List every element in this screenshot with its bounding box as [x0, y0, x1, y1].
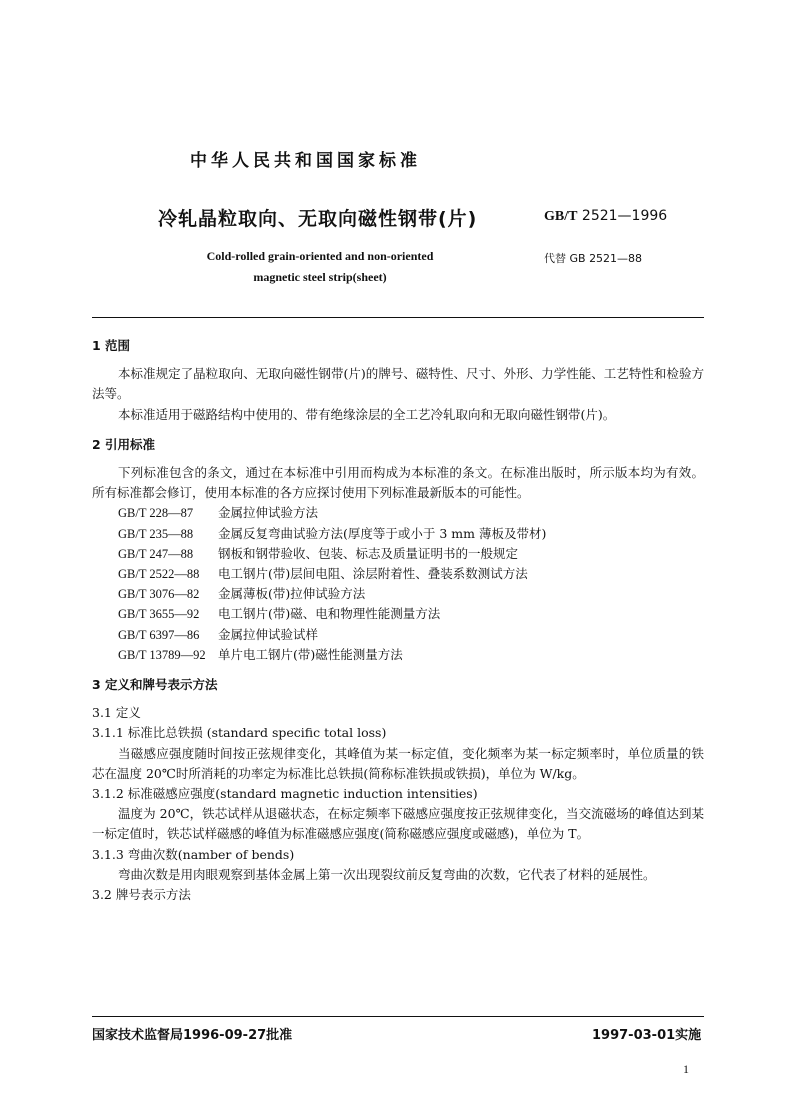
- document-body: [92, 336, 704, 905]
- reference-title: 电工钢片(带)层间电阻、涂层附着性、叠装系数测试方法: [218, 566, 528, 582]
- reference-title: 单片电工钢片(带)磁性能测量方法: [218, 646, 403, 662]
- standard-prefix: GB/T: [544, 209, 578, 224]
- standard-title-cn: 冷轧晶粒取向、无取向磁性钢带(片): [158, 208, 478, 230]
- section-3-1-heading: 3.1 定义: [92, 705, 141, 721]
- section-3-2-heading: 3.2 牌号表示方法: [92, 887, 191, 903]
- footer-divider: [92, 1016, 704, 1017]
- section-1-paragraph-2: 本标准适用于磁路结构中使用的、带有绝缘涂层的全工艺冷轧取向和无取向磁性钢带(片)。: [118, 406, 616, 422]
- reference-list: [92, 503, 704, 665]
- reference-title: 金属拉伸试验试样: [218, 626, 319, 642]
- reference-item: [92, 564, 704, 584]
- reference-code: GB/T 247—88: [118, 546, 194, 561]
- reference-title: 金属拉伸试验方法: [218, 505, 319, 521]
- reference-item: [92, 625, 704, 645]
- reference-item: [92, 544, 704, 564]
- reference-code: GB/T 6397—86: [118, 627, 200, 642]
- section-3-1-1-heading: 3.1.1 标准比总铁损 (standard specific total loss): [92, 725, 387, 741]
- replaces-note: 代替 GB 2521—88: [544, 252, 643, 265]
- section-1-heading: 1 范围: [92, 338, 131, 353]
- approval-date: 国家技术监督局1996-09-27批准: [92, 1028, 293, 1043]
- header-divider: [92, 317, 704, 318]
- section-2-heading: 2 引用标准: [92, 436, 156, 452]
- reference-code: GB/T 228—87: [118, 506, 194, 521]
- reference-code: GB/T 13789—92: [118, 647, 206, 662]
- reference-title: 金属薄板(带)拉伸试验方法: [218, 586, 366, 602]
- reference-code: GB/T 235—88: [118, 526, 194, 541]
- section-3-1-3-heading: 3.1.3 弯曲次数(namber of bends): [92, 846, 295, 862]
- reference-item: [92, 584, 704, 604]
- national-standard-label: 中华人民共和国国家标准: [190, 151, 421, 171]
- reference-title: 钢板和钢带验收、包装、标志及质量证明书的一般规定: [218, 545, 519, 561]
- section-3-heading: 3 定义和牌号表示方法: [92, 677, 218, 693]
- section-3-1-2-paragraph: 温度为 20℃，铁芯试样从退磁状态，在标定频率下磁感应强度按正弦规律变化，当交流磁场的峰值达到某一标定值时，铁芯试样磁感的峰值为标准磁感应强度(简称磁感应强度或磁感)，单位为 T。: [92, 806, 704, 842]
- reference-item: [92, 645, 704, 665]
- reference-item: [92, 604, 704, 624]
- standard-number: [544, 208, 667, 225]
- section-1-paragraph-1: 本标准规定了晶粒取向、无取向磁性钢带(片)的牌号、磁特性、尺寸、外形、力学性能、工艺特性和检验方法等。: [92, 366, 704, 402]
- title-en-line2: magnetic steel strip(sheet): [253, 270, 387, 284]
- section-3-1-3-paragraph: 弯曲次数是用肉眼观察到基体金属上第一次出现裂纹前反复弯曲的次数，它代表了材料的延展性。: [118, 866, 656, 882]
- reference-code: GB/T 2522—88: [118, 567, 200, 582]
- reference-title: 金属反复弯曲试验方法(厚度等于或小于 3 mm 薄板及带材): [218, 525, 547, 541]
- reference-item: [92, 524, 704, 544]
- reference-code: GB/T 3076—82: [118, 587, 200, 602]
- standard-title-en: [150, 246, 490, 288]
- section-3-1-1-paragraph: 当磁感应强度随时间按正弦规律变化，其峰值为某一标定值，变化频率为某一标定频率时，单位质量的铁芯在温度 20℃时所消耗的功率定为标准比总铁损(简称标准铁损或铁损)，单位为 W/kg。: [92, 745, 704, 781]
- title-en-line1: Cold-rolled grain-oriented and non-oriented: [206, 249, 434, 263]
- standard-number-value: 2521—1996: [577, 208, 668, 224]
- section-3-1-2-heading: 3.1.2 标准磁感应强度(standard magnetic induction intensities): [92, 786, 478, 802]
- reference-code: GB/T 3655—92: [118, 607, 200, 622]
- reference-item: [92, 503, 704, 523]
- page-number: 1: [683, 1062, 689, 1076]
- reference-title: 电工钢片(带)磁、电和物理性能测量方法: [218, 606, 441, 622]
- section-2-paragraph-1: 下列标准包含的条文，通过在本标准中引用而构成为本标准的条文。在标准出版时，所示版本均为有效。所有标准都会修订，使用本标准的各方应探讨使用下列标准最新版本的可能性。: [92, 465, 704, 501]
- effective-date: 1997-03-01实施: [592, 1028, 702, 1043]
